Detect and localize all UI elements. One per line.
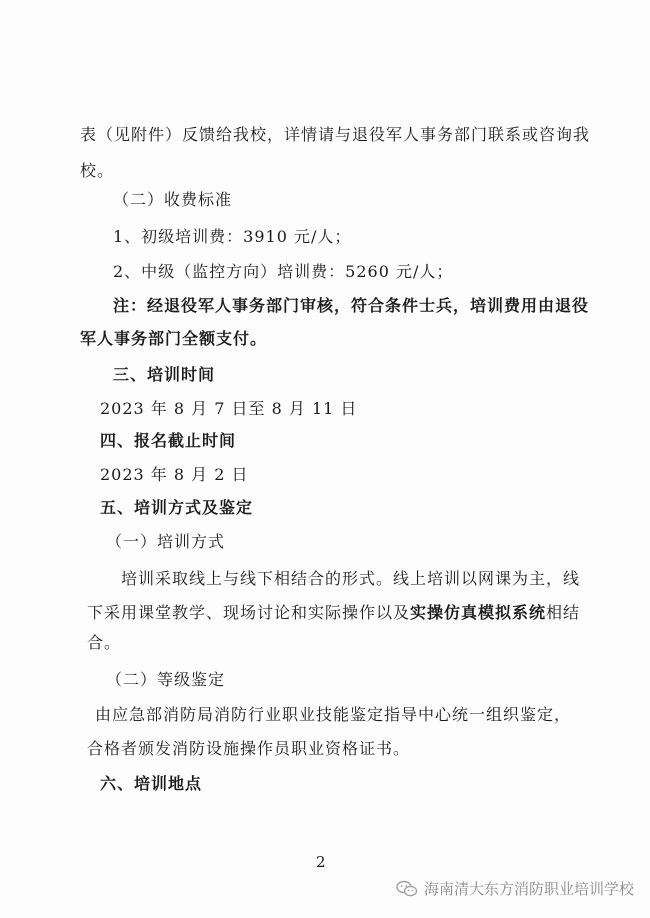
text-segment: 相结 xyxy=(546,603,581,622)
watermark-footer xyxy=(396,878,634,899)
paragraph-line: 表（见附件）反馈给我校，详情请与退役军人事务部门联系或咨询我 xyxy=(80,125,591,144)
paragraph-line: 合格者颁发消防设施操作员职业资格证书。 xyxy=(87,739,411,758)
paragraph-line: 培训采取线上与线下相结合的形式。线上培训以网课为主，线 xyxy=(121,569,581,588)
subheading: （二）收费标准 xyxy=(113,190,233,209)
list-item: 2、中级（监控方向）培训费：5260 元/人； xyxy=(113,262,454,281)
paragraph-line xyxy=(87,602,580,624)
paragraph-line: 2023 年 8 月 2 日 xyxy=(100,465,249,484)
list-item: 1、初级培训费：3910 元/人； xyxy=(113,227,352,246)
section-heading: 五、培训方式及鉴定 xyxy=(100,498,254,517)
paragraph-line: 合。 xyxy=(87,633,122,652)
paragraph-line: 校。 xyxy=(80,161,115,180)
text-segment: 下采用课堂教学、现场讨论和实际操作以及 xyxy=(87,603,411,622)
paragraph-line: 由应急部消防局消防行业职业技能鉴定指导中心统一组织鉴定， xyxy=(95,705,572,724)
subheading: （二）等级鉴定 xyxy=(106,670,226,689)
subheading: （一）培训方式 xyxy=(106,532,226,551)
section-heading: 四、报名截止时间 xyxy=(100,431,237,450)
text-segment-bold: 实操仿真模拟系统 xyxy=(410,603,547,622)
page-number: 2 xyxy=(316,853,326,871)
section-heading: 六、培训地点 xyxy=(100,774,203,793)
section-heading: 三、培训时间 xyxy=(113,365,216,384)
note-line: 注：经退役军人事务部门审核，符合条件士兵，培训费用由退役 xyxy=(113,296,590,315)
note-line: 军人事务部门全额支付。 xyxy=(80,329,268,348)
paragraph-line: 2023 年 8 月 7 日至 8 月 11 日 xyxy=(100,399,358,418)
wechat-icon xyxy=(396,880,418,898)
footer-text: 海南清大东方消防职业培训学校 xyxy=(423,880,634,898)
